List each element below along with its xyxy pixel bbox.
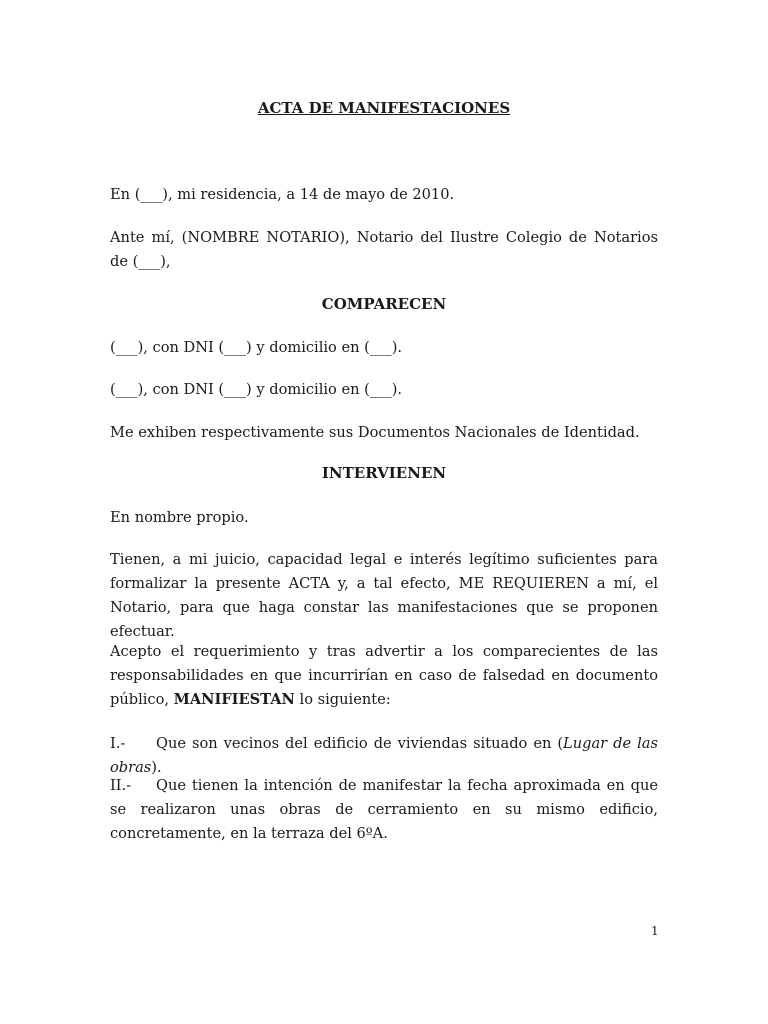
capacity-paragraph: Tienen, a mi juicio, capacidad legal e interés legítimo suficientes para formalizar la presente ACTA y, a tal efecto, ME REQUIEREN a mí, el Notario, para que haga constar las manifestaciones que se proponen efectuar. [110, 551, 658, 640]
item-1-paragraph [110, 732, 658, 780]
acceptance-paragraph [110, 640, 658, 712]
item-2-number: II.- [110, 777, 132, 794]
item-1-text-end: ). [151, 759, 162, 776]
item-2-text: Que tienen la intención de manifestar la fecha aproximada en que se realizaron unas obras de cerramiento en su mismo edificio, concretamente, en la terraza del 6ºA. [110, 777, 658, 842]
place-date-paragraph: En (___), mi residencia, a 14 de mayo de 2010. [110, 186, 455, 203]
intervienen-heading: INTERVIENEN [321, 464, 447, 482]
comparecen-heading: COMPARECEN [321, 295, 447, 313]
person-1-paragraph: (___), con DNI (___) y domicilio en (___). [110, 339, 403, 356]
manifiestan-keyword: MANIFIESTAN [173, 691, 295, 708]
own-name-paragraph: En nombre propio. [110, 509, 249, 526]
document-page [110, 0, 658, 1024]
page-number: 1 [651, 924, 659, 938]
id-docs-paragraph: Me exhiben respectivamente sus Documentos Nacionales de Identidad. [110, 424, 640, 441]
item-1-number: I.- [110, 735, 126, 752]
person-2-paragraph: (___), con DNI (___) y domicilio en (___). [110, 381, 403, 398]
item-2-paragraph [110, 774, 658, 846]
acceptance-text: Acepto el requerimiento y tras advertir a los comparecientes de las responsabilidades en que incurrirían en caso de falsedad en documento público, [110, 643, 658, 708]
item-1-text: Que son vecinos del edificio de viviendas situado en ( [156, 735, 564, 752]
acceptance-continuation: lo siguiente: [299, 691, 391, 708]
document-title: ACTA DE MANIFESTACIONES [257, 99, 511, 117]
notary-paragraph: Ante mí, (NOMBRE NOTARIO), Notario del Ilustre Colegio de Notarios de (___), [110, 229, 658, 270]
item-1-italic-text: Lugar de las obras [110, 735, 658, 776]
